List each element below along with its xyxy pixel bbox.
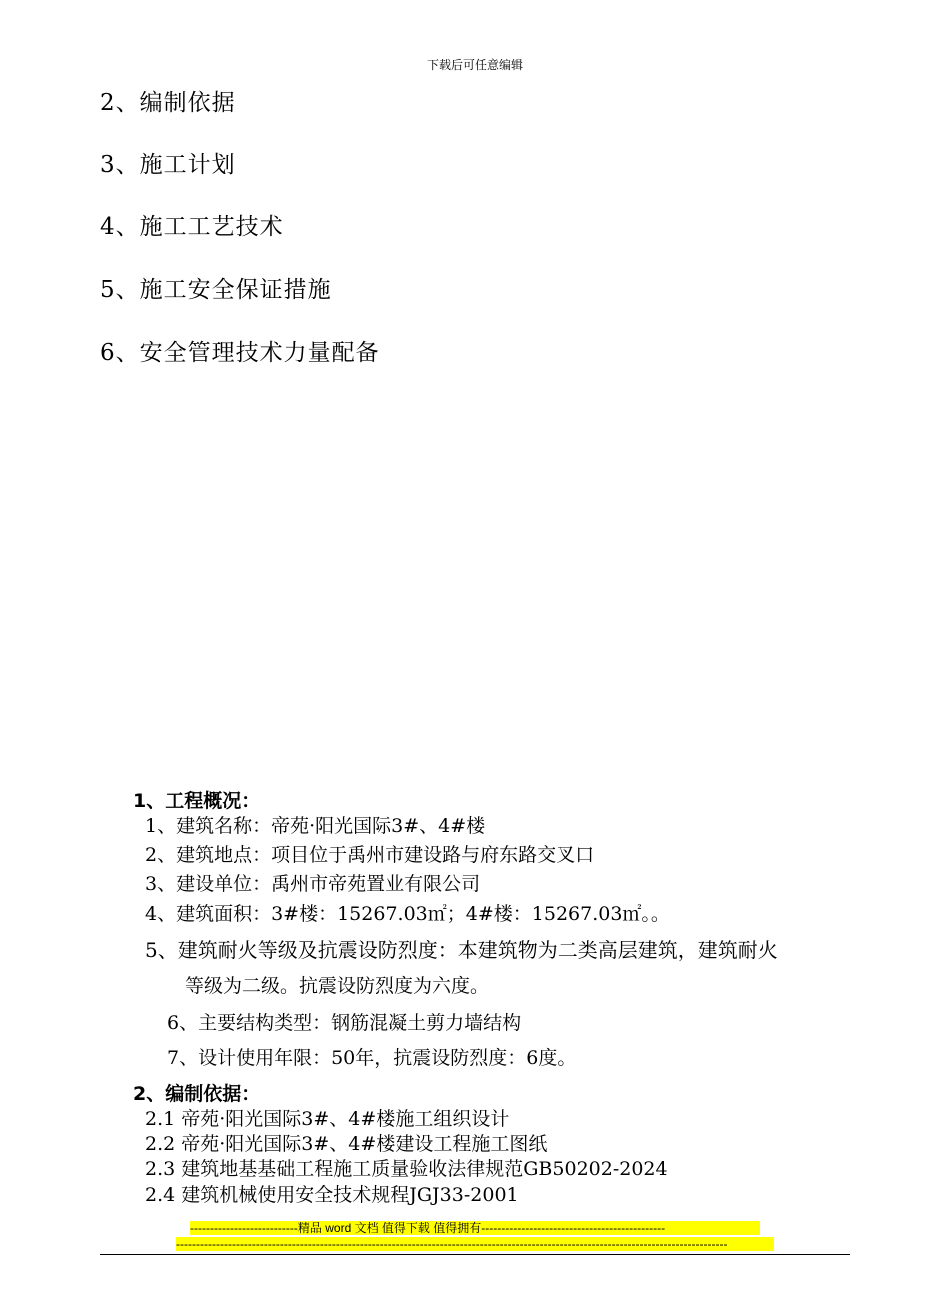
basis-item: 2.1 帝苑·阳光国际3#、4#楼施工组织设计 [145, 1108, 510, 1130]
overview-item: 3、建设单位：禹州市帝苑置业有限公司 [145, 873, 481, 895]
basis-item: 2.4 建筑机械使用安全技术规程JGJ33-2001 [145, 1184, 519, 1206]
basis-item: 2.2 帝苑·阳光国际3#、4#楼建设工程施工图纸 [145, 1133, 548, 1155]
overview-item: 6、主要结构类型：钢筋混凝土剪力墙结构 [167, 1012, 522, 1034]
overview-item: 4、建筑面积：3#楼：15267.03㎡；4#楼：15267.03㎡。。 [145, 903, 670, 925]
toc-item: 5、施工安全保证措施 [100, 277, 332, 303]
section-title-basis: 2、编制依据： [133, 1083, 261, 1105]
overview-item: 1、建筑名称：帝苑·阳光国际3#、4#楼 [145, 815, 486, 837]
overview-item: 5、建筑耐火等级及抗震设防烈度：本建筑物为二类高层建筑，建筑耐火 [145, 938, 778, 962]
footer-banner-line1: ---------------------------精品 word 文档 值得下载 值得拥有---------------------------------------------- [190, 1221, 760, 1235]
toc-item: 4、施工工艺技术 [100, 214, 284, 240]
footer-divider [100, 1254, 850, 1255]
toc-item: 6、安全管理技术力量配备 [100, 340, 380, 366]
footer-banner-line2: ------------------------------------------------------------------------------------------------------------------------------------------ [176, 1237, 774, 1251]
overview-item-continuation: 等级为二级。抗震设防烈度为六度。 [185, 975, 490, 997]
section-title-overview: 1、工程概况： [133, 790, 261, 812]
header-note: 下载后可任意编辑 [426, 58, 523, 72]
toc-item: 3、施工计划 [100, 152, 236, 178]
basis-item: 2.3 建筑地基基础工程施工质量验收法律规范GB50202-2024 [145, 1158, 668, 1180]
overview-item: 2、建筑地点：项目位于禹州市建设路与府东路交叉口 [145, 844, 595, 866]
toc-item: 2、编制依据 [100, 90, 236, 116]
overview-item: 7、设计使用年限：50年，抗震设防烈度：6度。 [167, 1047, 577, 1069]
